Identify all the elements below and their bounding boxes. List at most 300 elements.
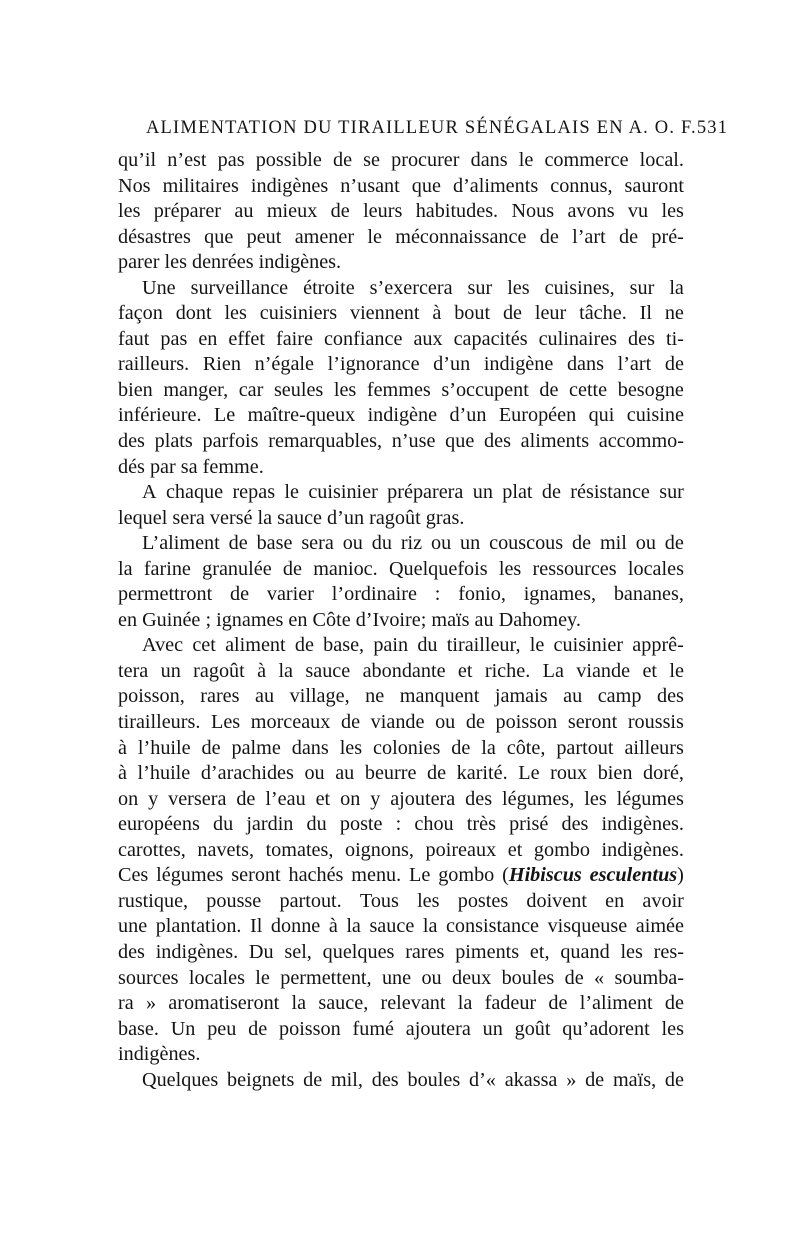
word: manquent <box>399 685 480 708</box>
text-line: dés par sa femme. <box>118 455 264 478</box>
word: car <box>238 378 264 401</box>
word: navets, <box>197 838 255 861</box>
word: rustique, <box>118 889 189 912</box>
running-title: ALIMENTATION DU TIRAILLEUR SÉNÉGALAIS EN A. O. F. <box>146 118 697 138</box>
word: tâche. <box>579 302 627 325</box>
word: plats <box>154 430 193 453</box>
word: « <box>594 966 605 989</box>
word: sel, <box>284 940 312 963</box>
word: militaires <box>162 174 239 197</box>
word: tirailleur, <box>446 634 521 657</box>
text-line <box>118 225 684 251</box>
word: n’est <box>167 149 207 171</box>
word: parfois <box>202 430 259 453</box>
word: de <box>539 378 559 401</box>
word: les <box>118 200 141 223</box>
word: fumé <box>352 1017 394 1040</box>
word: indigènes <box>250 174 329 197</box>
word: ignames, <box>523 583 597 606</box>
word: fadeur <box>484 992 537 1015</box>
word: dont <box>175 302 212 325</box>
word: de <box>664 992 684 1015</box>
word: mil <box>599 532 627 555</box>
word: menu. <box>351 864 402 887</box>
word: piments <box>455 940 520 963</box>
text-line <box>118 966 684 992</box>
book-page <box>118 0 729 1245</box>
word: ne <box>365 685 385 708</box>
word: viande <box>576 659 631 682</box>
word: farine <box>143 557 191 580</box>
word: permettront <box>118 583 213 606</box>
word: ou <box>342 532 363 555</box>
word: et <box>457 659 473 682</box>
word: les <box>661 200 684 223</box>
word: la <box>291 992 307 1015</box>
word: commerce <box>544 149 629 171</box>
word: un <box>460 532 481 555</box>
word: un <box>472 481 493 504</box>
word: poisson <box>279 1017 341 1040</box>
word: leurs <box>363 200 403 223</box>
word: des <box>561 813 589 836</box>
word: faut <box>118 327 150 350</box>
word: des <box>484 430 511 453</box>
text-line <box>118 940 684 966</box>
word: varier <box>266 583 314 606</box>
word: granulée <box>202 557 272 580</box>
word: aromatiseront <box>168 992 280 1015</box>
word: ailleurs <box>624 736 684 759</box>
word: palme <box>231 736 281 759</box>
word: résistance <box>570 481 650 504</box>
word: pousse <box>206 889 262 912</box>
word: soumba- <box>614 966 684 989</box>
word: viande <box>370 711 425 734</box>
word: Nous <box>511 200 555 223</box>
word: seront <box>231 864 281 887</box>
word: Un <box>170 1017 196 1040</box>
word: de <box>664 532 684 555</box>
running-header <box>146 118 729 139</box>
word: la <box>669 276 684 299</box>
word: poisson <box>495 711 558 734</box>
word: de <box>664 353 684 376</box>
word: que <box>204 225 234 248</box>
word: un <box>160 659 181 682</box>
word: tera <box>118 659 149 682</box>
word: quelques <box>322 940 395 963</box>
word: tirailleurs. <box>118 711 201 734</box>
word: le <box>518 149 534 171</box>
word: des <box>656 685 684 708</box>
word: de <box>282 557 302 580</box>
word: seront <box>567 711 618 734</box>
word: poste <box>339 813 383 836</box>
word: sources <box>118 966 179 989</box>
word: qu’il <box>118 149 157 171</box>
word: pas <box>160 327 188 350</box>
word: dans <box>566 353 604 376</box>
word: légumes <box>156 864 224 887</box>
word: un <box>482 1017 503 1040</box>
word: les <box>224 302 247 325</box>
word: rares <box>405 940 445 963</box>
word: de <box>572 532 592 555</box>
word: ne <box>664 302 684 325</box>
word: très <box>466 813 496 836</box>
word: couscous <box>489 532 564 555</box>
word: Européen <box>498 404 577 427</box>
text-line: parer les denrées indigènes. <box>118 251 342 274</box>
word: qui <box>588 404 615 427</box>
word: la <box>346 915 361 938</box>
word: bout <box>454 302 491 325</box>
word: femmes <box>366 378 431 401</box>
word: aux <box>413 327 443 350</box>
text-line <box>118 812 684 838</box>
word: indigène <box>483 353 554 376</box>
word: les <box>620 940 643 963</box>
word: à <box>118 762 127 785</box>
word: Tous <box>359 889 399 912</box>
word: base <box>256 532 293 555</box>
word: ou <box>635 532 656 555</box>
word: d’aliments <box>452 174 539 197</box>
word: cuisiniers <box>259 302 338 325</box>
word: de <box>236 787 256 810</box>
word: beurre <box>364 762 417 785</box>
italic-species-name: Hibiscus <box>508 864 582 887</box>
word: » <box>566 1068 577 1091</box>
word: doré, <box>643 762 684 785</box>
word: Nos <box>118 174 151 197</box>
word: ti- <box>665 327 684 350</box>
text-line <box>118 199 684 225</box>
word: s’exercera <box>369 276 453 299</box>
text-line <box>118 174 684 200</box>
word: peut <box>246 225 282 248</box>
word: l’art <box>572 225 606 248</box>
word: sera <box>301 532 334 555</box>
word: au <box>563 685 583 708</box>
word: des <box>371 1068 399 1091</box>
word: d’un <box>433 353 471 376</box>
word: de <box>548 992 568 1015</box>
word: aliments <box>520 430 590 453</box>
word: la <box>422 915 438 938</box>
word: n’use <box>391 430 436 453</box>
word: poireaux <box>425 838 497 861</box>
text-line <box>118 276 684 302</box>
text-line <box>118 633 684 659</box>
word: Il <box>639 302 652 325</box>
word: au <box>255 685 275 708</box>
word: l’eau <box>265 787 306 810</box>
word: étroite <box>303 276 355 299</box>
word: des <box>465 787 493 810</box>
text-line <box>118 557 684 583</box>
word: de <box>248 1017 268 1040</box>
text-line <box>118 327 684 353</box>
word: culinaires <box>538 327 618 350</box>
word: » <box>145 992 157 1015</box>
word: L’aliment <box>142 532 220 555</box>
word: Du <box>248 940 274 963</box>
text-line <box>118 1017 684 1043</box>
word: on <box>118 787 139 810</box>
word: Quelquefois <box>388 557 488 580</box>
word: manioc. <box>313 557 378 580</box>
text-line <box>118 582 684 608</box>
word: de <box>427 762 447 785</box>
word: de <box>303 1068 323 1091</box>
word: cette <box>569 378 608 401</box>
word: confiance <box>323 327 403 350</box>
word: la <box>457 992 473 1015</box>
word: y <box>148 787 159 810</box>
word: l’ignorance <box>327 353 420 376</box>
word: préparer <box>153 200 222 223</box>
word: amener <box>294 225 355 248</box>
word: de <box>539 225 559 248</box>
text-line <box>118 863 684 889</box>
word: Le <box>409 864 431 887</box>
word: européens <box>118 813 200 836</box>
text-line <box>118 710 684 736</box>
word: permettent, <box>280 966 372 989</box>
word: inférieure. <box>118 404 202 427</box>
word: accommo- <box>598 430 684 453</box>
word: riche. <box>484 659 531 682</box>
word: ragoût <box>193 659 245 682</box>
text-line <box>118 761 684 787</box>
word: cuisine <box>626 404 684 427</box>
word: ajoutera <box>390 787 456 810</box>
word: légumes <box>616 787 684 810</box>
word: Les <box>211 711 241 734</box>
word: rares <box>200 685 240 708</box>
word: apprê- <box>632 634 684 657</box>
word: ajoutera <box>405 1017 471 1040</box>
word: une <box>381 966 412 989</box>
word: indigène <box>367 404 438 427</box>
word: l’art <box>617 353 652 376</box>
word: avoir <box>642 889 684 912</box>
word: les <box>417 889 440 912</box>
word: de <box>502 302 522 325</box>
word: base, <box>323 634 365 657</box>
text-line: en Guinée ; ignames en Côte d’Ivoire; maïs au Dahomey. <box>118 608 581 631</box>
text-line <box>118 736 684 762</box>
word: qu’adorent <box>562 1017 650 1040</box>
text-line <box>118 378 684 404</box>
word: akassa <box>504 1068 558 1091</box>
word: avons <box>567 200 615 223</box>
word: indigènes. <box>601 813 684 836</box>
word: les <box>507 276 530 299</box>
word: Quelques <box>142 1068 219 1091</box>
word: les <box>661 1017 684 1040</box>
word: à <box>257 659 267 682</box>
text-line <box>118 1068 684 1094</box>
word: sauce <box>369 915 415 938</box>
text-line <box>118 403 684 429</box>
word: jardin <box>246 813 294 836</box>
word: ou <box>430 532 452 555</box>
word: versera <box>168 787 227 810</box>
word: du <box>212 813 234 836</box>
word: plat <box>502 481 533 504</box>
word: au <box>335 762 355 785</box>
word: bien <box>597 762 633 785</box>
word: boules <box>501 966 555 989</box>
word: préparera <box>387 481 464 504</box>
word: de <box>230 583 250 606</box>
word: manger, <box>163 378 229 401</box>
word: s’occupent <box>441 378 529 401</box>
text-line <box>118 991 684 1017</box>
text-line: indigènes. <box>118 1043 201 1066</box>
word: gombo <box>438 864 495 887</box>
word: roux <box>550 762 588 785</box>
word: Ces <box>118 864 149 887</box>
word: n’usant <box>340 174 400 197</box>
word: (Hibiscus <box>502 864 582 887</box>
word: des <box>118 940 145 963</box>
word: locales <box>627 557 684 580</box>
word: relevant <box>380 992 446 1015</box>
word: Le <box>518 762 540 785</box>
word: n’égale <box>254 353 314 376</box>
word: à <box>432 302 442 325</box>
word: chaque <box>165 481 224 504</box>
word: cuisines, <box>544 276 615 299</box>
text-line <box>118 787 684 813</box>
word: faire <box>275 327 313 350</box>
word: visqueuse <box>547 915 628 938</box>
word: ra <box>118 992 134 1015</box>
word: de <box>619 225 639 248</box>
word: les <box>584 787 607 810</box>
word: et <box>507 838 523 861</box>
word: railleurs. <box>118 353 190 376</box>
word: Une <box>142 276 176 299</box>
word: prisé <box>509 813 549 836</box>
word: peu <box>207 1017 237 1040</box>
text-line: lequel sera versé la sauce d’un ragoût gras. <box>118 506 465 529</box>
word: en <box>605 889 625 912</box>
word: jamais <box>494 685 548 708</box>
word: oignons, <box>344 838 414 861</box>
word: de <box>564 966 584 989</box>
word: colonies <box>373 736 441 759</box>
word: doivent <box>526 889 587 912</box>
word: poisson, <box>118 685 185 708</box>
word: en <box>198 327 218 350</box>
word: de <box>332 149 353 171</box>
word: chou <box>414 813 454 836</box>
word: des <box>628 327 655 350</box>
word: légumes, <box>502 787 575 810</box>
word: hachés <box>288 864 344 887</box>
word: maïs, <box>612 1068 657 1091</box>
word: cet <box>192 634 216 657</box>
word: mieux <box>266 200 318 223</box>
text-line <box>118 531 684 557</box>
word: surveillance <box>190 276 289 299</box>
word: le <box>255 966 270 989</box>
italic-species-name: esculentus <box>589 864 678 887</box>
word: besogne <box>617 378 684 401</box>
word: leur <box>534 302 567 325</box>
text-line <box>118 889 684 915</box>
word: à <box>328 915 338 938</box>
word: de <box>228 532 248 555</box>
word: dans <box>470 149 508 171</box>
word: partout <box>556 736 614 759</box>
word: morceaux <box>250 711 331 734</box>
word: sur <box>467 276 493 299</box>
word: l’huile <box>137 762 191 785</box>
word: esculentus) <box>589 864 684 887</box>
word: capacités <box>453 327 528 350</box>
word: ressources <box>532 557 617 580</box>
word: une <box>118 915 148 938</box>
word: connus, <box>550 174 613 197</box>
text-line <box>118 659 684 685</box>
word: l’aliment <box>579 992 653 1015</box>
word: de <box>330 200 350 223</box>
text-line <box>118 914 684 940</box>
word: les <box>339 736 363 759</box>
word: d’« <box>468 1068 496 1091</box>
word: désastres <box>118 225 191 248</box>
word: mil, <box>330 1068 363 1091</box>
word: viennent <box>349 302 420 325</box>
word: riz <box>400 532 423 555</box>
word: roussis <box>627 711 684 734</box>
word: méconnaissance <box>395 225 527 248</box>
word: Avec <box>142 634 184 657</box>
word: maître-queux <box>247 404 356 427</box>
word: et <box>642 659 658 682</box>
word: du <box>306 813 327 836</box>
text-line <box>118 838 684 864</box>
word: res- <box>653 940 684 963</box>
text-line <box>118 684 684 710</box>
word: goût <box>514 1017 551 1040</box>
word: se <box>363 149 380 171</box>
word: beignets <box>227 1068 295 1091</box>
word: de <box>201 736 221 759</box>
word: que <box>411 174 441 197</box>
word: sauce <box>305 659 351 682</box>
word: cuisinier <box>553 634 624 657</box>
word: au <box>234 200 254 223</box>
word: local. <box>639 149 684 171</box>
word: et <box>315 787 331 810</box>
text-line <box>118 148 684 174</box>
word: de <box>294 634 314 657</box>
word: sur <box>659 481 684 504</box>
word: la <box>481 736 496 759</box>
word: locales <box>188 966 245 989</box>
word: de <box>541 481 561 504</box>
word: postes <box>457 889 509 912</box>
word: le <box>669 659 684 682</box>
word: y <box>370 787 381 810</box>
